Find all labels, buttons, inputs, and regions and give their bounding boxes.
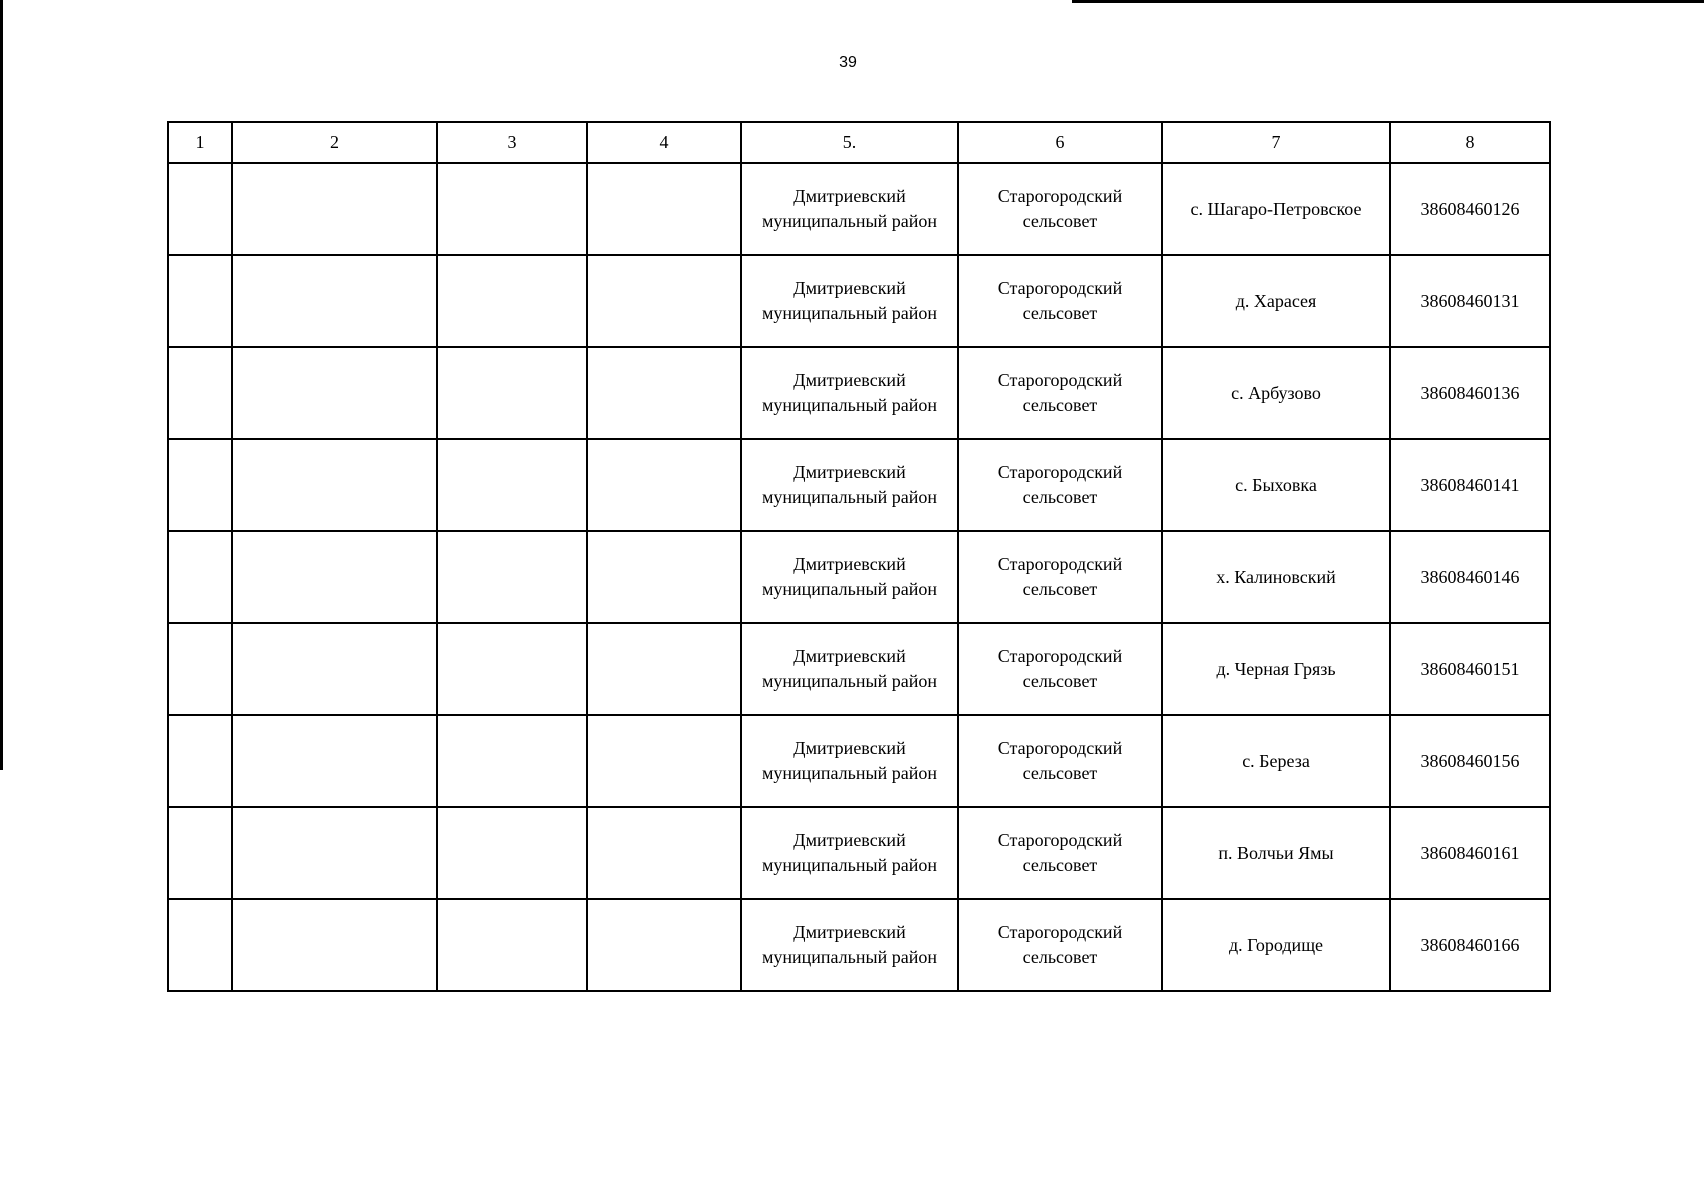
cell-col3 [437, 623, 587, 715]
table-row [168, 255, 1550, 347]
cell-col2 [232, 439, 437, 531]
cell-col3 [437, 807, 587, 899]
council-line-2: сельсовет [1022, 671, 1098, 691]
cell-code: 38608460166 [1390, 899, 1550, 991]
cell-council [958, 715, 1162, 807]
cell-code: 38608460141 [1390, 439, 1550, 531]
table-row [168, 623, 1550, 715]
cell-council [958, 899, 1162, 991]
cell-settlement: д. Харасея [1162, 255, 1390, 347]
table-row [168, 163, 1550, 255]
cell-col4 [587, 439, 741, 531]
table-row [168, 439, 1550, 531]
cell-council [958, 623, 1162, 715]
cell-col4 [587, 715, 741, 807]
district-line-1: Дмитриевский [793, 278, 906, 298]
table-row [168, 531, 1550, 623]
scan-edge-top [1072, 0, 1704, 3]
cell-col3 [437, 531, 587, 623]
council-line-2: сельсовет [1022, 395, 1098, 415]
cell-district [741, 347, 958, 439]
cell-council [958, 163, 1162, 255]
cell-col3 [437, 347, 587, 439]
district-line-2: муниципальный район [761, 211, 937, 231]
cell-col4 [587, 347, 741, 439]
council-line-2: сельсовет [1022, 487, 1098, 507]
cell-district [741, 715, 958, 807]
council-line-2: сельсовет [1022, 855, 1098, 875]
column-header-1: 1 [168, 122, 232, 163]
cell-col2 [232, 899, 437, 991]
district-line-2: муниципальный район [761, 395, 937, 415]
council-line-1: Старогородский [997, 738, 1123, 758]
council-line-1: Старогородский [997, 462, 1123, 482]
cell-district [741, 255, 958, 347]
cell-col3 [437, 715, 587, 807]
table-row [168, 347, 1550, 439]
cell-col1 [168, 807, 232, 899]
cell-col3 [437, 899, 587, 991]
cell-col1 [168, 347, 232, 439]
cell-settlement: д. Городище [1162, 899, 1390, 991]
column-header-7: 7 [1162, 122, 1390, 163]
council-line-1: Старогородский [997, 370, 1123, 390]
cell-col4 [587, 255, 741, 347]
cell-council [958, 531, 1162, 623]
cell-council [958, 807, 1162, 899]
cell-settlement: д. Черная Грязь [1162, 623, 1390, 715]
district-line-1: Дмитриевский [793, 554, 906, 574]
council-line-2: сельсовет [1022, 579, 1098, 599]
cell-col1 [168, 163, 232, 255]
page-number: 39 [839, 54, 857, 71]
cell-settlement: п. Волчьи Ямы [1162, 807, 1390, 899]
cell-code: 38608460156 [1390, 715, 1550, 807]
table-row [168, 807, 1550, 899]
cell-code: 38608460161 [1390, 807, 1550, 899]
council-line-2: сельсовет [1022, 763, 1098, 783]
column-header-4: 4 [587, 122, 741, 163]
cell-settlement: с. Быховка [1162, 439, 1390, 531]
column-header-5: 5. [741, 122, 958, 163]
district-line-2: муниципальный район [761, 579, 937, 599]
district-line-2: муниципальный район [761, 303, 937, 323]
cell-settlement: с. Шагаро-Петровское [1162, 163, 1390, 255]
cell-district [741, 807, 958, 899]
cell-col1 [168, 623, 232, 715]
cell-col4 [587, 531, 741, 623]
cell-code: 38608460146 [1390, 531, 1550, 623]
cell-code: 38608460126 [1390, 163, 1550, 255]
cell-settlement: с. Береза [1162, 715, 1390, 807]
table-row [168, 715, 1550, 807]
cell-council [958, 255, 1162, 347]
cell-col4 [587, 623, 741, 715]
cell-col2 [232, 163, 437, 255]
cell-col2 [232, 347, 437, 439]
district-line-1: Дмитриевский [793, 922, 906, 942]
district-line-2: муниципальный район [761, 855, 937, 875]
cell-col4 [587, 899, 741, 991]
council-line-1: Старогородский [997, 646, 1123, 666]
district-line-1: Дмитриевский [793, 186, 906, 206]
district-line-2: муниципальный район [761, 487, 937, 507]
council-line-1: Старогородский [997, 830, 1123, 850]
cell-col1 [168, 715, 232, 807]
district-line-1: Дмитриевский [793, 462, 906, 482]
settlements-table [167, 121, 1551, 992]
cell-col1 [168, 255, 232, 347]
cell-col2 [232, 531, 437, 623]
council-line-1: Старогородский [997, 278, 1123, 298]
cell-col3 [437, 163, 587, 255]
council-line-2: сельсовет [1022, 211, 1098, 231]
cell-district [741, 531, 958, 623]
cell-council [958, 347, 1162, 439]
cell-district [741, 623, 958, 715]
cell-col1 [168, 899, 232, 991]
council-line-2: сельсовет [1022, 947, 1098, 967]
cell-col1 [168, 439, 232, 531]
cell-district [741, 899, 958, 991]
column-header-2: 2 [232, 122, 437, 163]
cell-col3 [437, 255, 587, 347]
council-line-1: Старогородский [997, 922, 1123, 942]
cell-col2 [232, 715, 437, 807]
scan-edge-left [0, 0, 3, 770]
cell-col4 [587, 163, 741, 255]
cell-code: 38608460131 [1390, 255, 1550, 347]
column-header-8: 8 [1390, 122, 1550, 163]
cell-district [741, 439, 958, 531]
district-line-1: Дмитриевский [793, 830, 906, 850]
cell-settlement: х. Калиновский [1162, 531, 1390, 623]
council-line-1: Старогородский [997, 186, 1123, 206]
cell-code: 38608460136 [1390, 347, 1550, 439]
district-line-2: муниципальный район [761, 763, 937, 783]
cell-col2 [232, 623, 437, 715]
cell-settlement: с. Арбузово [1162, 347, 1390, 439]
district-line-2: муниципальный район [761, 671, 937, 691]
column-header-6: 6 [958, 122, 1162, 163]
header-row [168, 122, 1550, 163]
district-line-1: Дмитриевский [793, 738, 906, 758]
cell-col1 [168, 531, 232, 623]
cell-col3 [437, 439, 587, 531]
district-line-1: Дмитриевский [793, 646, 906, 666]
table-row [168, 899, 1550, 991]
cell-col2 [232, 807, 437, 899]
column-header-3: 3 [437, 122, 587, 163]
district-line-2: муниципальный район [761, 947, 937, 967]
cell-col4 [587, 807, 741, 899]
cell-col2 [232, 255, 437, 347]
district-line-1: Дмитриевский [793, 370, 906, 390]
council-line-2: сельсовет [1022, 303, 1098, 323]
cell-district [741, 163, 958, 255]
cell-code: 38608460151 [1390, 623, 1550, 715]
council-line-1: Старогородский [997, 554, 1123, 574]
cell-council [958, 439, 1162, 531]
